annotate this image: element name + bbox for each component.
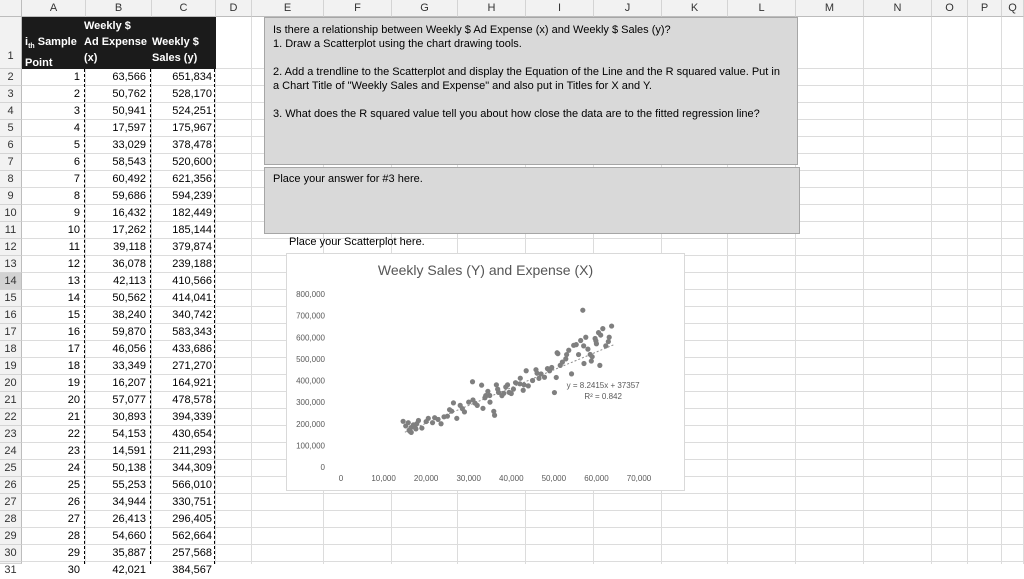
cell-weekly-sales[interactable]: 271,270 [172, 360, 212, 372]
row-header-24[interactable]: 24 [0, 443, 22, 460]
data-point [580, 308, 585, 313]
column-header-a[interactable]: A [22, 0, 86, 17]
x-tick-label: 50,000 [541, 474, 567, 483]
cell-sample-point[interactable]: 17 [67, 343, 80, 355]
row-header-21[interactable]: 21 [0, 392, 22, 409]
answer-box[interactable] [264, 167, 800, 234]
data-point [589, 358, 594, 363]
row-header-1[interactable]: 1 [0, 17, 22, 69]
y-tick-label: 600,000 [296, 333, 325, 343]
data-point [473, 401, 478, 406]
cell-weekly-sales[interactable]: 562,664 [172, 530, 212, 542]
scatterplot-label: Place your Scatterplot here. [289, 236, 425, 248]
row-header-18[interactable]: 18 [0, 341, 22, 358]
data-point [554, 375, 559, 380]
cell-sample-point[interactable]: 3 [73, 105, 80, 117]
column-header-m[interactable]: M [796, 0, 864, 17]
column-header-p[interactable]: P [968, 0, 1002, 17]
data-point [530, 378, 535, 383]
data-point [564, 352, 569, 357]
row-header-25[interactable]: 25 [0, 460, 22, 477]
grid-vline [215, 17, 216, 564]
grid-vline [1001, 17, 1002, 564]
cell-sample-point[interactable]: 6 [73, 156, 80, 168]
cell-ad-expense[interactable]: 58,543 [112, 156, 146, 168]
data-point [438, 421, 443, 426]
cell-sample-point[interactable]: 13 [67, 275, 80, 287]
header-sample-th: th [28, 43, 35, 51]
cell-sample-point[interactable]: 14 [67, 292, 80, 304]
chart-title: Weekly Sales (Y) and Expense (X) [377, 262, 594, 278]
cell-ad-expense[interactable]: 17,262 [112, 224, 146, 236]
data-point [499, 393, 504, 398]
row-header-2[interactable]: 2 [0, 69, 22, 86]
data-point [600, 326, 605, 331]
data-point [419, 425, 424, 430]
grid-vline [251, 17, 252, 564]
row-header-22[interactable]: 22 [0, 409, 22, 426]
column-header-j[interactable]: J [594, 0, 662, 17]
data-point [447, 407, 452, 412]
cell-weekly-sales[interactable]: 175,967 [172, 122, 212, 134]
chart-plot [287, 254, 684, 490]
trendline-equation: y = 8.2415x + 37357 [566, 380, 640, 390]
row-header-7[interactable]: 7 [0, 154, 22, 171]
row-header-13[interactable]: 13 [0, 256, 22, 273]
row-header-16[interactable]: 16 [0, 307, 22, 324]
data-point [487, 400, 492, 405]
cell-sample-point[interactable]: 28 [67, 530, 80, 542]
header-sample-i: i [25, 36, 29, 48]
cell-weekly-sales[interactable]: 583,343 [172, 326, 212, 338]
cell-weekly-sales[interactable]: 651,834 [172, 71, 212, 83]
row-header-3[interactable]: 3 [0, 86, 22, 103]
column-header-e[interactable]: E [252, 0, 324, 17]
cell-sample-point[interactable]: 29 [67, 547, 80, 559]
row-header-23[interactable]: 23 [0, 426, 22, 443]
cell-weekly-sales[interactable]: 211,293 [173, 445, 212, 457]
cell-weekly-sales[interactable]: 410,566 [172, 275, 212, 287]
y-tick-label: 100,000 [296, 441, 325, 451]
cell-ad-expense[interactable]: 50,762 [112, 88, 146, 100]
data-point [542, 375, 547, 380]
cell-weekly-sales[interactable]: 340,742 [172, 309, 212, 321]
data-point [445, 414, 450, 419]
data-point [407, 428, 412, 433]
column-header-b[interactable]: B [86, 0, 152, 17]
grid-vline [863, 17, 864, 564]
header-sales-line1: Weekly $ [152, 36, 199, 48]
cell-ad-expense[interactable]: 16,207 [112, 377, 146, 389]
cell-weekly-sales[interactable]: 594,239 [172, 190, 212, 202]
data-point [524, 368, 529, 373]
column-header-o[interactable]: O [932, 0, 968, 17]
dash-col-b [150, 69, 151, 564]
data-point [518, 376, 523, 381]
cell-sample-point[interactable]: 25 [67, 479, 80, 491]
column-header-i[interactable]: I [526, 0, 594, 17]
y-tick-label: 200,000 [296, 419, 325, 429]
cell-sample-point[interactable]: 20 [67, 394, 80, 406]
cell-weekly-sales[interactable]: 330,751 [172, 496, 212, 508]
data-point [549, 365, 554, 370]
cell-sample-point[interactable]: 18 [67, 360, 80, 372]
header-sales [152, 34, 199, 66]
data-point [603, 343, 608, 348]
header-sample-word: Sample [34, 36, 77, 48]
scatter-chart[interactable] [286, 253, 685, 491]
cell-ad-expense[interactable]: 26,413 [112, 513, 146, 525]
data-point [435, 417, 440, 422]
x-tick-label: 30,000 [456, 474, 481, 483]
x-tick-label: 70,000 [626, 474, 652, 483]
row-header-28[interactable]: 28 [0, 511, 22, 528]
grid-vline [931, 17, 932, 564]
data-point [451, 400, 456, 405]
row-header-14[interactable]: 14 [0, 273, 22, 290]
header-ad-line1: Weekly $ [84, 20, 131, 32]
cell-ad-expense[interactable]: 54,660 [112, 530, 146, 542]
cell-sample-point[interactable]: 27 [67, 513, 80, 525]
question-intro: Is there a relationship between Weekly $ Ad Expense (x) and Weekly $ Sales (y)? [273, 24, 671, 36]
data-point [552, 390, 557, 395]
cell-ad-expense[interactable]: 54,153 [112, 428, 146, 440]
cell-ad-expense[interactable]: 14,591 [112, 445, 146, 457]
column-header-f[interactable]: F [324, 0, 392, 17]
data-point [585, 347, 590, 352]
cell-ad-expense[interactable]: 59,870 [112, 326, 146, 338]
cell-sample-point[interactable]: 30 [67, 564, 80, 576]
data-point [414, 421, 419, 426]
data-point [483, 393, 488, 398]
cell-weekly-sales[interactable]: 257,568 [172, 547, 212, 559]
column-header-l[interactable]: L [728, 0, 796, 17]
select-all-corner[interactable] [0, 0, 22, 17]
dash-col-c [214, 69, 215, 564]
cell-sample-point[interactable]: 2 [73, 88, 80, 100]
y-tick-label: 400,000 [296, 376, 325, 386]
row-header-8[interactable]: 8 [0, 171, 22, 188]
cell-weekly-sales[interactable]: 528,170 [172, 88, 212, 100]
row-header-15[interactable]: 15 [0, 290, 22, 307]
data-point [513, 380, 518, 385]
column-header-n[interactable]: N [864, 0, 932, 17]
data-point [594, 341, 599, 346]
cell-sample-point[interactable]: 5 [73, 139, 80, 151]
header-sample-point-word: Point [25, 57, 53, 70]
cell-ad-expense[interactable]: 35,887 [112, 547, 146, 559]
data-point [460, 406, 465, 411]
row-header-20[interactable]: 20 [0, 375, 22, 392]
column-header-c[interactable]: C [152, 0, 216, 17]
y-tick-label: 0 [320, 463, 325, 472]
cell-weekly-sales[interactable]: 185,144 [172, 224, 212, 236]
cell-sample-point[interactable]: 12 [67, 258, 80, 270]
cell-weekly-sales[interactable]: 378,478 [172, 139, 212, 151]
cell-sample-point[interactable]: 22 [67, 428, 80, 440]
row-header-27[interactable]: 27 [0, 494, 22, 511]
data-point [578, 338, 583, 343]
cell-sample-point[interactable]: 7 [73, 173, 80, 185]
question-box [264, 17, 798, 165]
row-header-26[interactable]: 26 [0, 477, 22, 494]
cell-ad-expense[interactable]: 33,029 [112, 139, 146, 151]
cell-ad-expense[interactable]: 59,686 [112, 190, 146, 202]
cell-sample-point[interactable]: 21 [67, 411, 80, 423]
x-tick-label: 0 [338, 474, 344, 483]
data-point [590, 354, 595, 359]
dash-col-a [84, 69, 85, 564]
data-point [536, 376, 541, 381]
data-point [581, 343, 586, 348]
cell-sample-point[interactable]: 11 [68, 241, 80, 253]
question-3: 3. What does the R squared value tell you about how close the data are to the fitted regression line? [273, 108, 760, 120]
cell-ad-expense[interactable]: 42,113 [113, 275, 146, 287]
cell-weekly-sales[interactable]: 379,874 [172, 241, 212, 253]
cell-ad-expense[interactable]: 34,944 [112, 496, 146, 508]
table-header [22, 17, 216, 69]
cell-ad-expense[interactable]: 50,562 [112, 292, 146, 304]
cell-ad-expense[interactable]: 36,078 [112, 258, 146, 270]
cell-weekly-sales[interactable]: 182,449 [172, 207, 212, 219]
data-point [479, 383, 484, 388]
cell-weekly-sales[interactable]: 433,686 [172, 343, 212, 355]
data-point [606, 339, 611, 344]
answer-placeholder: Place your answer for #3 here. [273, 173, 423, 185]
data-point [503, 384, 508, 389]
cell-sample-point[interactable]: 19 [67, 377, 80, 389]
cell-weekly-sales[interactable]: 430,654 [172, 428, 212, 440]
header-sales-line2: Sales (y) [152, 52, 198, 64]
data-point [563, 356, 568, 361]
cell-ad-expense[interactable]: 46,056 [112, 343, 146, 355]
question-2: 2. Add a trendline to the Scatterplot and display the Equation of the Line and the R squared value. Put in a Chart Title of "Weekly Sales and Expense" and also put in Titles for X and Y. [273, 66, 780, 92]
data-point [583, 335, 588, 340]
cell-sample-point[interactable]: 26 [67, 496, 80, 508]
data-point [555, 351, 560, 356]
cell-weekly-sales[interactable]: 296,405 [172, 513, 212, 525]
row-header-17[interactable]: 17 [0, 324, 22, 341]
row-header-12[interactable]: 12 [0, 239, 22, 256]
row-header-31[interactable]: 31 [0, 562, 22, 564]
cell-sample-point[interactable]: 10 [67, 224, 80, 236]
row-header-6[interactable]: 6 [0, 137, 22, 154]
data-point [607, 335, 612, 340]
x-tick-label: 60,000 [584, 474, 609, 483]
column-header-k[interactable]: K [662, 0, 728, 17]
cell-weekly-sales[interactable]: 621,356 [172, 173, 212, 185]
row-header-5[interactable]: 5 [0, 120, 22, 137]
row-header-29[interactable]: 29 [0, 528, 22, 545]
data-point [430, 420, 435, 425]
row-header-10[interactable]: 10 [0, 205, 22, 222]
cell-ad-expense[interactable]: 17,597 [112, 122, 146, 134]
cell-sample-point[interactable]: 15 [67, 309, 80, 321]
cell-weekly-sales[interactable]: 239,188 [172, 258, 212, 270]
data-point [491, 409, 496, 414]
x-tick-label: 10,000 [371, 474, 396, 483]
y-tick-label: 700,000 [296, 311, 325, 321]
header-ad-line2: Ad Expense [84, 36, 147, 48]
cell-ad-expense[interactable]: 50,941 [112, 105, 146, 117]
cell-ad-expense[interactable]: 63,566 [112, 71, 146, 83]
cell-weekly-sales[interactable]: 524,251 [172, 105, 212, 117]
cell-sample-point[interactable]: 24 [67, 462, 80, 474]
x-tick-label: 20,000 [413, 474, 439, 483]
data-point [424, 419, 429, 424]
cell-sample-point[interactable]: 9 [73, 207, 80, 219]
x-tick-label: 40,000 [499, 474, 524, 483]
cell-ad-expense[interactable]: 16,432 [112, 207, 146, 219]
trendline-r2: R² = 0.842 [584, 391, 622, 401]
data-point [480, 406, 485, 411]
cell-ad-expense[interactable]: 50,138 [112, 462, 146, 474]
header-ad-expense [84, 18, 147, 66]
data-point [571, 343, 576, 348]
data-point [533, 367, 538, 372]
data-point [598, 332, 603, 337]
data-point [470, 379, 475, 384]
cell-ad-expense[interactable]: 57,077 [112, 394, 146, 406]
data-point [597, 363, 602, 368]
data-point [576, 352, 581, 357]
cell-weekly-sales[interactable]: 394,339 [172, 411, 212, 423]
column-header-d[interactable]: D [216, 0, 252, 17]
column-header-h[interactable]: H [458, 0, 526, 17]
cell-sample-point[interactable]: 16 [67, 326, 80, 338]
data-point [569, 371, 574, 376]
row-header-9[interactable]: 9 [0, 188, 22, 205]
column-header-g[interactable]: G [392, 0, 458, 17]
header-ad-line3: (x) [84, 52, 98, 64]
data-point [609, 323, 614, 328]
cell-weekly-sales[interactable]: 164,921 [172, 377, 212, 389]
column-header-q[interactable]: Q [1002, 0, 1024, 17]
data-point [495, 387, 500, 392]
data-point [454, 416, 459, 421]
cell-weekly-sales[interactable]: 414,041 [172, 292, 212, 304]
y-tick-label: 500,000 [296, 354, 325, 364]
cell-ad-expense[interactable]: 60,492 [112, 173, 146, 185]
row-header-19[interactable]: 19 [0, 358, 22, 375]
data-point [521, 382, 526, 387]
cell-sample-point[interactable]: 8 [73, 190, 80, 202]
grid-vline [967, 17, 968, 564]
row-header-11[interactable]: 11 [0, 222, 22, 239]
cell-weekly-sales[interactable]: 566,010 [172, 479, 212, 491]
data-point [509, 391, 514, 396]
y-tick-label: 800,000 [296, 290, 325, 299]
cell-ad-expense[interactable]: 30,893 [112, 411, 146, 423]
cell-weekly-sales[interactable]: 520,600 [172, 156, 212, 168]
cell-ad-expense[interactable]: 55,253 [112, 479, 146, 491]
cell-weekly-sales[interactable]: 384,567 [172, 564, 212, 576]
data-point [581, 361, 586, 366]
cell-sample-point[interactable]: 1 [73, 71, 80, 83]
cell-weekly-sales[interactable]: 478,578 [172, 394, 212, 406]
header-sample-point [25, 34, 77, 71]
cell-weekly-sales[interactable]: 344,309 [172, 462, 212, 474]
y-tick-label: 300,000 [296, 398, 325, 408]
row-header-30[interactable]: 30 [0, 545, 22, 562]
cell-ad-expense[interactable]: 42,021 [112, 564, 146, 576]
cell-ad-expense[interactable]: 39,118 [113, 241, 146, 253]
data-point [521, 388, 526, 393]
cell-sample-point[interactable]: 23 [67, 445, 80, 457]
row-header-4[interactable]: 4 [0, 103, 22, 120]
data-point [401, 419, 406, 424]
data-point [406, 420, 411, 425]
question-1: 1. Draw a Scatterplot using the chart drawing tools. [273, 38, 522, 50]
cell-ad-expense[interactable]: 33,349 [112, 360, 146, 372]
cell-ad-expense[interactable]: 38,240 [112, 309, 146, 321]
cell-sample-point[interactable]: 4 [73, 122, 80, 134]
